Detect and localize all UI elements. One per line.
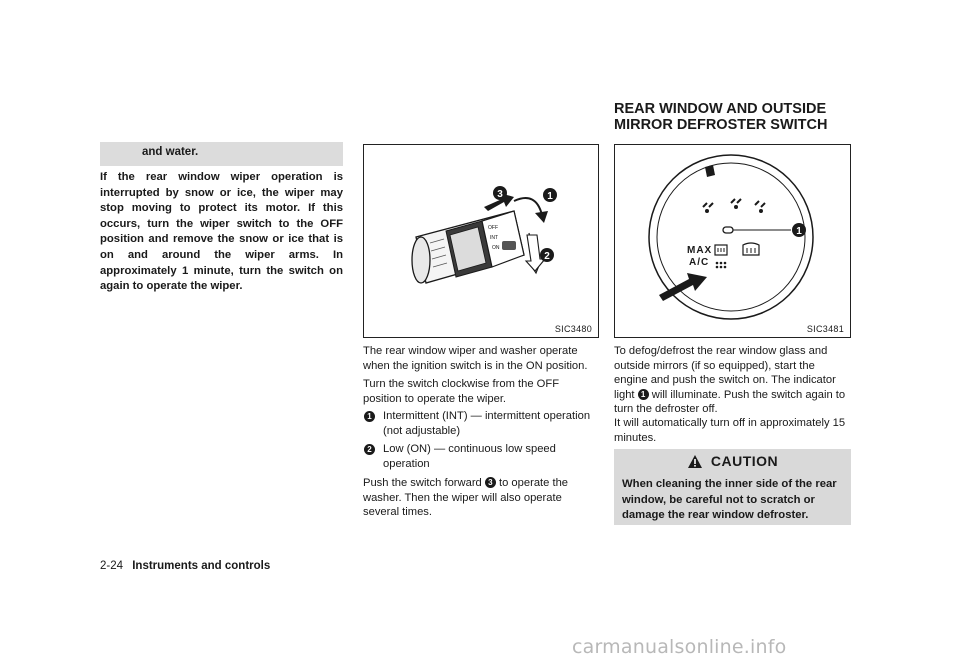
inline-callout-3: 3 xyxy=(485,477,496,488)
caution-heading xyxy=(614,453,851,469)
warning-icon xyxy=(687,454,703,469)
dial-label-max: MAX xyxy=(687,245,713,256)
list-number: 1 xyxy=(364,411,375,422)
defroster-dial-illustration xyxy=(615,145,852,339)
inline-callout-1: 1 xyxy=(638,389,649,400)
switch-label-off: OFF xyxy=(488,225,498,231)
continued-text-box xyxy=(100,142,343,166)
watermark: carmanualsonline.info xyxy=(572,636,787,658)
wiper-intro-paragraph xyxy=(363,344,600,373)
wiper-switch-figure xyxy=(363,144,599,338)
washer-text-before: Push the switch forward xyxy=(363,477,482,489)
page-number: 2-24 xyxy=(100,560,124,572)
callout-3: 3 xyxy=(497,189,503,200)
caution-title: CAUTION xyxy=(710,453,779,469)
list-item xyxy=(363,442,600,472)
defroster-text-after: will illuminate. Push the switch again to turn the defroster off. xyxy=(614,388,846,416)
heading-line-1: REAR WINDOW AND OUTSIDE xyxy=(614,101,827,117)
figure-code: SIC3480 xyxy=(554,324,592,334)
callout-2: 2 xyxy=(544,251,550,262)
list-text: Intermittent (INT) — intermittent operation (not adjustable) xyxy=(383,410,591,437)
figure-code: SIC3481 xyxy=(806,324,844,334)
defroster-paragraph xyxy=(614,344,851,417)
wiper-snow-paragraph: If the rear window wiper operation is interrupted by snow or ice, the wiper may stop moving to protect its motor. If this occurs, turn the wiper switch to the OFF position and remove the snow or ice that is on and around the wiper arms. In approximately 1 minute, turn the switch on again to operate the wiper. xyxy=(100,171,343,293)
washer-text-after: to operate the washer. Then the wiper will also operate several times. xyxy=(363,477,569,519)
auto-off-paragraph xyxy=(614,416,851,445)
wiper-instruction: Turn the switch clockwise from the OFF position to operate the wiper. xyxy=(363,378,560,405)
switch-label-on: ON xyxy=(492,245,500,251)
list-text: Low (ON) — continuous low speed operation xyxy=(383,443,556,470)
wiper-instruction-paragraph xyxy=(363,377,600,406)
washer-paragraph xyxy=(363,476,600,520)
dial-label-ac: A/C xyxy=(689,257,710,268)
section-name: Instruments and controls xyxy=(132,560,271,572)
defroster-dial-figure xyxy=(614,144,851,338)
wiper-intro: The rear window wiper and washer operate when the ignition switch is in the ON position. xyxy=(363,345,588,372)
callout-1-defroster: 1 xyxy=(796,226,802,237)
page-footer xyxy=(100,560,270,572)
caution-box xyxy=(614,449,851,525)
list-item xyxy=(363,409,600,439)
auto-off-text: It will automatically turn off in approximately 15 minutes. xyxy=(614,417,846,444)
heading-line-2: MIRROR DEFROSTER SWITCH xyxy=(614,117,828,133)
section-heading xyxy=(614,101,874,133)
defroster-text-before: To defog/defrost the rear window glass and outside mirrors (if so equipped), start the engine and push the switch on. The indicator light xyxy=(614,345,836,401)
wiper-switch-illustration xyxy=(364,145,600,339)
caution-text: When cleaning the inner side of the rear window, be careful not to scratch or damage the rear window defroster. xyxy=(622,478,837,522)
callout-1: 1 xyxy=(547,191,553,202)
list-number: 2 xyxy=(364,444,375,455)
switch-label-int: INT xyxy=(490,235,499,241)
continued-text: and water. xyxy=(142,146,199,158)
